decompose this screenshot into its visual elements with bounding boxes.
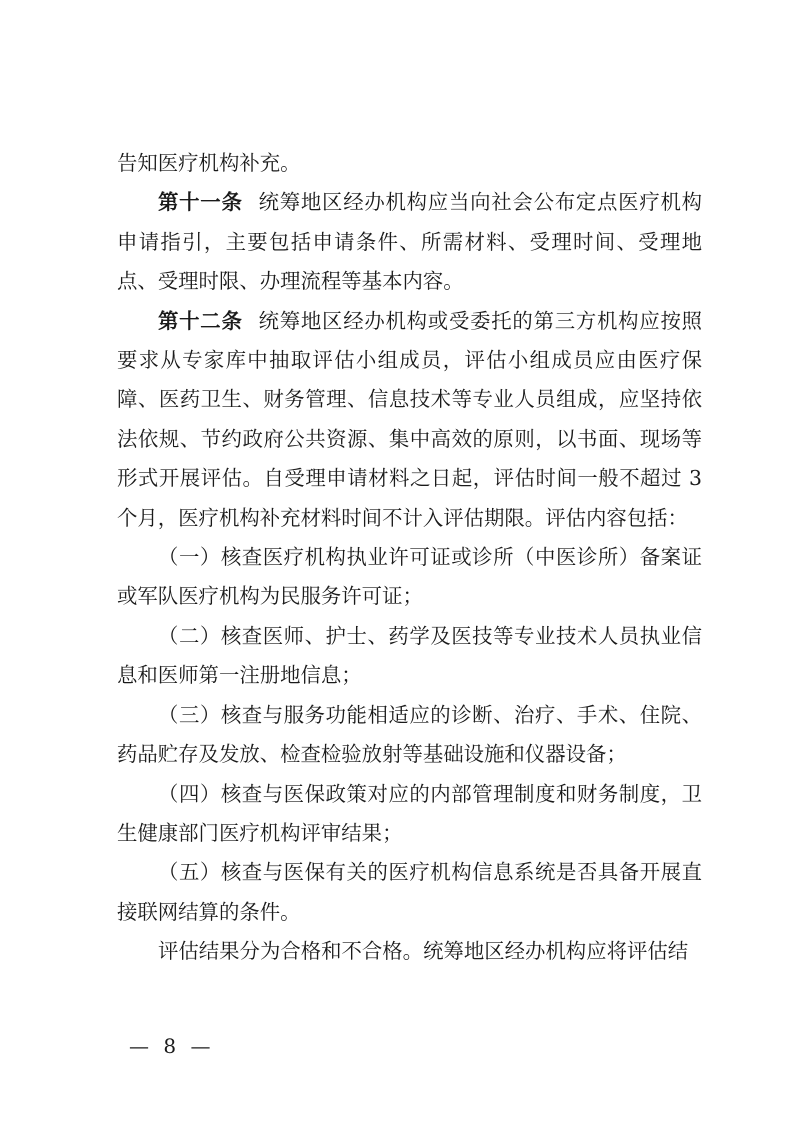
- item-4-text: （四）核查与医保政策对应的内部管理制度和财务制度，卫生健康部门医疗机构评审结果；: [117, 781, 702, 845]
- item-1-text: （一）核查医疗机构执业许可证或诊所（中医诊所）备案证或军队医疗机构为民服务许可证；: [117, 545, 702, 609]
- item-5-text: （五）核查与医保有关的医疗机构信息系统是否具备开展直接联网结算的条件。: [117, 860, 702, 924]
- article-11-heading: 第十一条: [158, 190, 243, 215]
- article-11-text: 统筹地区经办机构应当向社会公布定点医疗机构申请指引，主要包括申请条件、所需材料、受理时间、受理地点、受理时限、办理流程等基本内容。: [117, 190, 703, 294]
- page-number: — 8 —: [129, 1034, 215, 1058]
- item-4: [117, 775, 702, 854]
- article-11: [117, 183, 702, 301]
- item-3: [117, 696, 702, 775]
- item-2-text: （二）核查医师、护士、药学及医技等专业技术人员执业信息和医师第一注册地信息；: [117, 623, 702, 688]
- item-1: [117, 538, 702, 617]
- item-5: [117, 853, 702, 932]
- final-paragraph-text: 评估结果分为合格和不合格。统筹地区经办机构应将评估结: [158, 939, 689, 964]
- final-paragraph: [117, 932, 702, 971]
- item-3-text: （三）核查与服务功能相适应的诊断、治疗、手术、住院、药品贮存及发放、检查检验放射等基础设施和仪器设备；: [117, 702, 702, 767]
- article-12: [117, 302, 702, 538]
- paragraph-1: [117, 144, 702, 183]
- article-12-text: 统筹地区经办机构或受委托的第三方机构应按照要求从专家库中抽取评估小组成员，评估小组成员应由医疗保障、医药卫生、财务管理、信息技术等专业人员组成，应坚持依法依规、节约政府公共资源、集中高效的原则，以书面、现场等形式开展评估。自受理申请材料之日起，评估时间一般不超过 3 个月，医疗机构补充材料时间不计入评估期限。评估内容包括：: [117, 308, 703, 530]
- body-text: [117, 144, 702, 972]
- article-12-heading: 第十二条: [158, 308, 243, 333]
- item-2: [117, 617, 702, 696]
- paragraph-1-text: 告知医疗机构补充。: [117, 151, 301, 175]
